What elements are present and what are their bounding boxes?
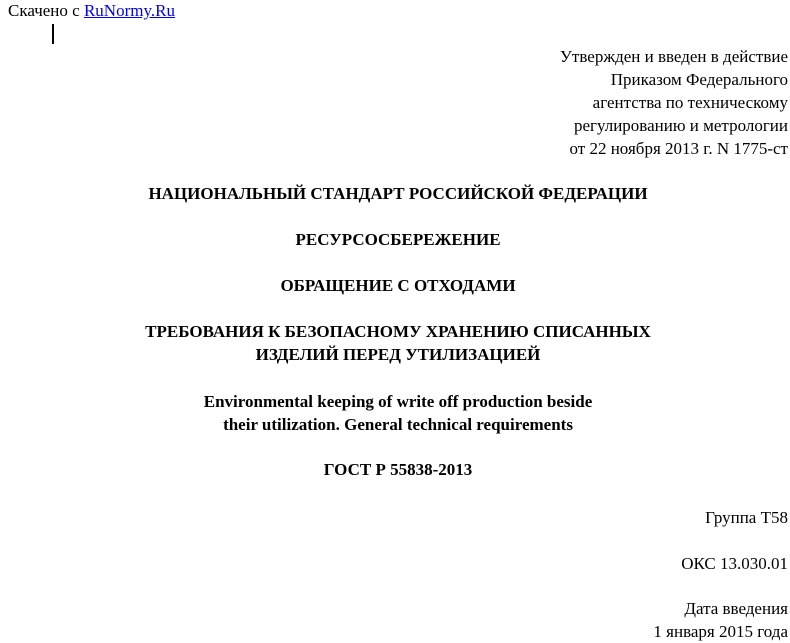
approval-line: от 22 ноября 2013 г. N 1775-ст (569, 139, 788, 158)
approval-line: агентства по техническому (592, 93, 788, 112)
intro-date-value: 1 января 2015 года (653, 622, 788, 641)
standard-title: НАЦИОНАЛЬНЫЙ СТАНДАРТ РОССИЙСКОЙ ФЕДЕРАЦИИ (148, 184, 648, 203)
oks-code: ОКС 13.030.01 (681, 554, 788, 573)
approval-line: Утвержден и введен в действие (559, 47, 788, 66)
english-title (0, 390, 790, 436)
source-line (8, 0, 175, 22)
waste-handling-heading: ОБРАЩЕНИЕ С ОТХОДАМИ (280, 276, 516, 295)
gost-number: ГОСТ Р 55838-2013 (323, 460, 473, 479)
approval-line: регулированию и метрологии (573, 116, 788, 135)
english-title-line: their utilization. General technical requirements (223, 415, 573, 434)
english-title-line: Environmental keeping of write off production beside (203, 392, 593, 411)
source-prefix: Скачено с (8, 1, 84, 20)
requirements-heading (0, 320, 790, 366)
requirements-line: ТРЕБОВАНИЯ К БЕЗОПАСНОМУ ХРАНЕНИЮ СПИСАННЫХ (145, 322, 651, 341)
approval-line: Приказом Федерального (610, 70, 788, 89)
intro-date-label: Дата введения (684, 599, 788, 618)
requirements-line: ИЗДЕЛИЙ ПЕРЕД УТИЛИЗАЦИЕЙ (255, 345, 541, 364)
group-code: Группа Т58 (705, 508, 788, 527)
resource-saving-heading: РЕСУРСОСБЕРЕЖЕНИЕ (295, 230, 501, 249)
approval-block (368, 45, 788, 160)
text-cursor (52, 24, 54, 44)
source-link[interactable]: RuNormy.Ru (83, 1, 175, 20)
intro-date-block (653, 597, 788, 643)
